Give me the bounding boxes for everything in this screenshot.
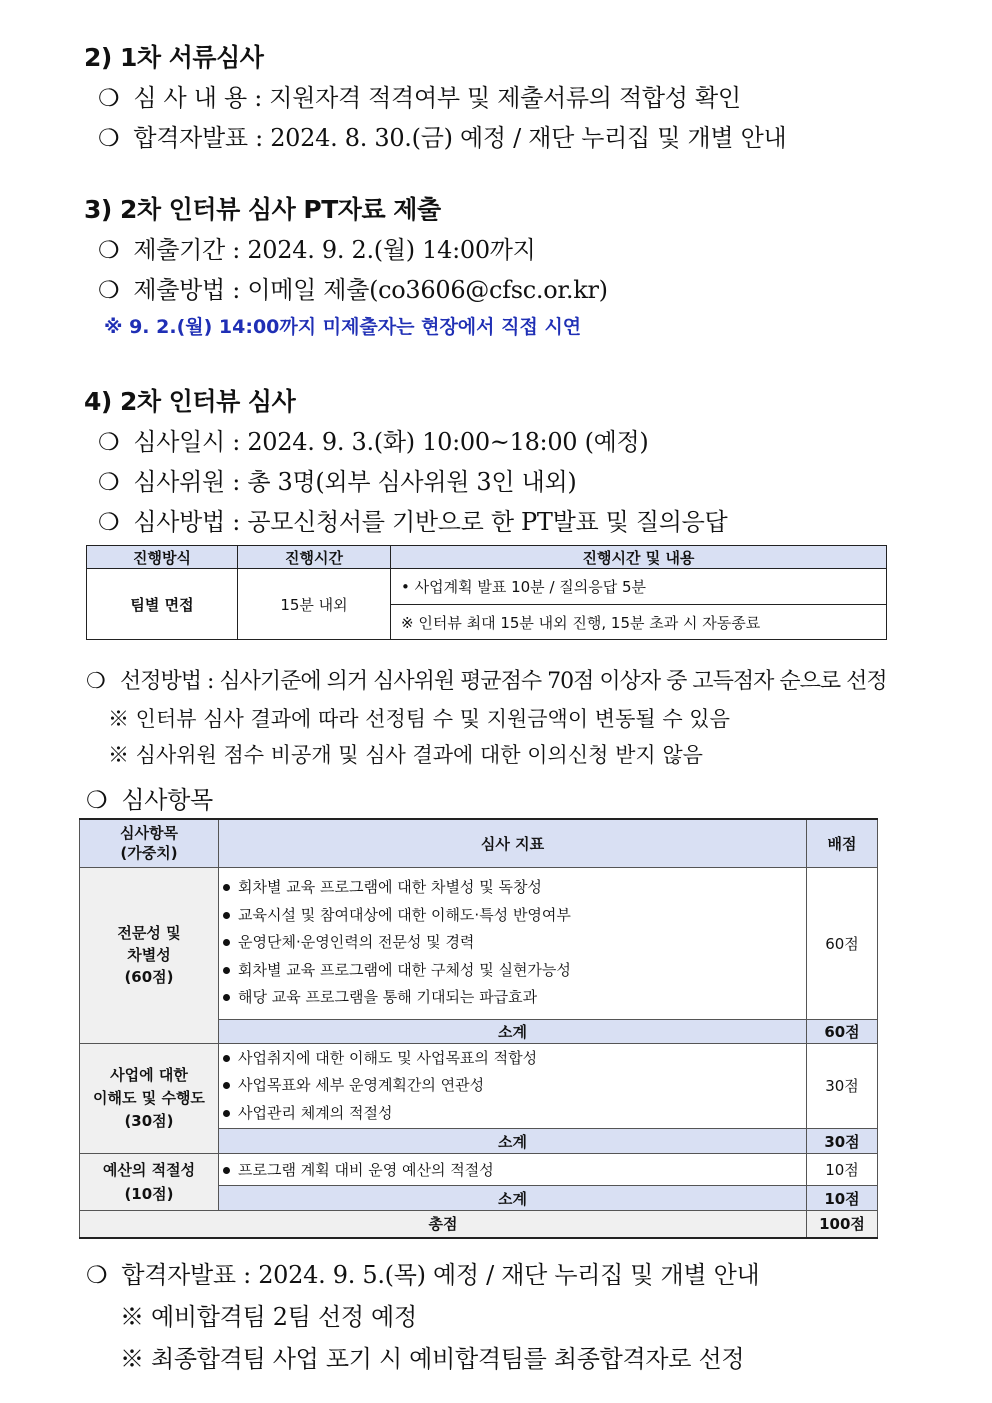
total-score: 100점 — [807, 1211, 878, 1238]
bullet-dot-icon — [223, 1055, 230, 1062]
interview-type-cell: 팀별 면접 — [87, 569, 238, 640]
criteria-heading-line — [86, 780, 213, 815]
reserve-team-note: ※ 예비합격팀 2팀 선정 예정 — [120, 1303, 417, 1331]
group-label: 사업에 대한 — [110, 1065, 188, 1084]
criteria-group-budget — [80, 1154, 219, 1211]
judges-text: 심사위원 : 총 3명(외부 심사위원 3인 내외) — [133, 468, 577, 496]
selection-note: ※ 인터뷰 심사 결과에 따라 선정팀 수 및 지원금액이 변동될 수 있음 — [108, 707, 730, 731]
final-announce-line — [86, 1255, 759, 1290]
interview-date-line — [98, 422, 649, 457]
judges-line — [98, 462, 576, 497]
indicator-text: 사업관리 체계의 적절성 — [238, 1103, 393, 1122]
list-item — [223, 902, 805, 930]
circle-bullet-icon: ❍ — [98, 428, 120, 456]
list-item — [223, 929, 805, 957]
group-weight: (10점) — [124, 1185, 174, 1203]
circle-bullet-icon: ❍ — [98, 84, 120, 112]
criteria-heading-text: 심사항목 — [121, 786, 213, 814]
final-announce-text: 합격자발표 : 2024. 9. 5.(목) 예정 / 재단 누리집 및 개별 안내 — [121, 1261, 760, 1289]
bullet-dot-icon — [223, 1167, 230, 1174]
indicator-text: 회차별 교육 프로그램에 대한 차별성 및 독창성 — [238, 878, 542, 897]
interview-detail-cell: • 사업계획 발표 10분 / 질의응답 5분 — [391, 569, 887, 605]
review-content-line — [98, 78, 741, 113]
bullet-dot-icon — [223, 967, 230, 974]
interview-date-text: 심사일시 : 2024. 9. 3.(화) 10:00~18:00 (예정) — [133, 428, 649, 456]
selection-note: ※ 심사위원 점수 비공개 및 심사 결과에 대한 이의신청 받지 않음 — [108, 743, 703, 767]
bullet-dot-icon — [223, 884, 230, 891]
first-announce-text: 합격자발표 : 2024. 8. 30.(금) 예정 / 재단 누리집 및 개별 안내 — [133, 124, 787, 152]
interview-method-text: 심사방법 : 공모신청서를 기반으로 한 PT발표 및 질의응답 — [133, 508, 728, 536]
bullet-dot-icon — [223, 1110, 230, 1117]
subtotal-score: 10점 — [807, 1186, 878, 1211]
list-item — [223, 1072, 805, 1100]
indicator-text: 해당 교육 프로그램을 통해 기대되는 파급효과 — [238, 988, 538, 1007]
criteria-header-label: 심사항목 — [120, 824, 178, 843]
group-label: 이해도 및 수행도 — [93, 1088, 205, 1107]
review-content-text: 심 사 내 용 : 지원자격 적격여부 및 제출서류의 적합성 확인 — [133, 84, 741, 112]
criteria-group-understanding — [80, 1043, 219, 1154]
score-header: 배점 — [807, 819, 878, 867]
list-item — [223, 984, 805, 1012]
table-header: 진행시간 및 내용 — [391, 546, 887, 569]
bullet-dot-icon — [223, 1082, 230, 1089]
group-label: 예산의 적절성 — [102, 1161, 196, 1179]
table-header: 진행방식 — [87, 546, 238, 569]
indicator-header: 심사 지표 — [219, 819, 807, 867]
bullet-dot-icon — [223, 994, 230, 1001]
indicator-text: 사업목표와 세부 운영계획간의 연관성 — [238, 1076, 485, 1094]
section-title-document-review: 2) 1차 서류심사 — [84, 43, 264, 72]
list-item — [223, 1100, 805, 1128]
section-title-interview: 4) 2차 인터뷰 심사 — [84, 387, 296, 416]
criteria-header — [80, 819, 219, 867]
circle-bullet-icon: ❍ — [98, 508, 120, 536]
selection-method-line — [86, 664, 887, 695]
interview-method-line — [98, 502, 727, 537]
list-item — [223, 1045, 805, 1073]
subtotal-score: 30점 — [807, 1129, 878, 1154]
submission-deadline-note: ※ 9. 2.(월) 14:00까지 미제출자는 현장에서 직접 시연 — [104, 316, 582, 338]
group-score: 10점 — [807, 1154, 878, 1186]
total-label: 총점 — [80, 1211, 807, 1238]
criteria-header-weight: (가중치) — [120, 844, 178, 863]
criteria-table — [79, 818, 878, 1239]
indicator-text: 프로그램 계획 대비 운영 예산의 적절성 — [238, 1161, 494, 1179]
interview-duration-cell: 15분 내외 — [238, 569, 391, 640]
criteria-group-expertise — [80, 867, 219, 1043]
indicator-text: 운영단체·운영인력의 전문성 및 경력 — [238, 933, 475, 952]
circle-bullet-icon: ❍ — [86, 1261, 108, 1289]
first-announce-line — [98, 118, 786, 153]
reserve-replacement-note: ※ 최종합격팀 사업 포기 시 예비합격팀를 최종합격자로 선정 — [120, 1345, 745, 1373]
group-weight: (60점) — [124, 968, 174, 986]
group-score: 60점 — [807, 867, 878, 1019]
group-weight: (30점) — [124, 1111, 174, 1130]
indicator-list — [219, 867, 807, 1019]
submit-method-text: 제출방법 : 이메일 제출(co3606@cfsc.or.kr) — [133, 276, 608, 304]
group-label: 전문성 및 — [117, 924, 181, 942]
submit-method-line — [98, 270, 608, 305]
subtotal-label: 소계 — [219, 1129, 807, 1154]
circle-bullet-icon: ❍ — [86, 786, 108, 814]
table-header: 진행시간 — [238, 546, 391, 569]
subtotal-label: 소계 — [219, 1019, 807, 1043]
circle-bullet-icon: ❍ — [98, 276, 120, 304]
bullet-dot-icon — [223, 939, 230, 946]
submit-period-line — [98, 230, 536, 265]
circle-bullet-icon: ❍ — [98, 468, 120, 496]
indicator-list — [219, 1154, 807, 1186]
indicator-list — [219, 1043, 807, 1129]
subtotal-label: 소계 — [219, 1186, 807, 1211]
circle-bullet-icon: ❍ — [98, 124, 120, 152]
circle-bullet-icon: ❍ — [86, 669, 105, 694]
group-label: 차별성 — [127, 946, 171, 964]
group-score: 30점 — [807, 1043, 878, 1129]
subtotal-score: 60점 — [807, 1019, 878, 1043]
circle-bullet-icon: ❍ — [98, 236, 120, 264]
list-item — [223, 874, 805, 902]
indicator-text: 회차별 교육 프로그램에 대한 구체성 및 실현가능성 — [238, 960, 571, 979]
indicator-text: 사업취지에 대한 이해도 및 사업목표의 적합성 — [238, 1048, 538, 1067]
interview-detail-cell: ※ 인터뷰 최대 15분 내외 진행, 15분 초과 시 자동종료 — [391, 605, 887, 640]
submit-period-text: 제출기간 : 2024. 9. 2.(월) 14:00까지 — [133, 236, 536, 264]
indicator-text: 교육시설 및 참여대상에 대한 이해도·특성 반영여부 — [238, 905, 571, 924]
section-title-pt-submission: 3) 2차 인터뷰 심사 PT자료 제출 — [84, 195, 441, 224]
list-item — [223, 957, 805, 985]
interview-process-table — [86, 545, 887, 640]
selection-method-text: 선정방법 : 심사기준에 의거 심사위원 평균점수 70점 이상자 중 고득점자 순으로 선정 — [120, 669, 887, 694]
bullet-dot-icon — [223, 912, 230, 919]
